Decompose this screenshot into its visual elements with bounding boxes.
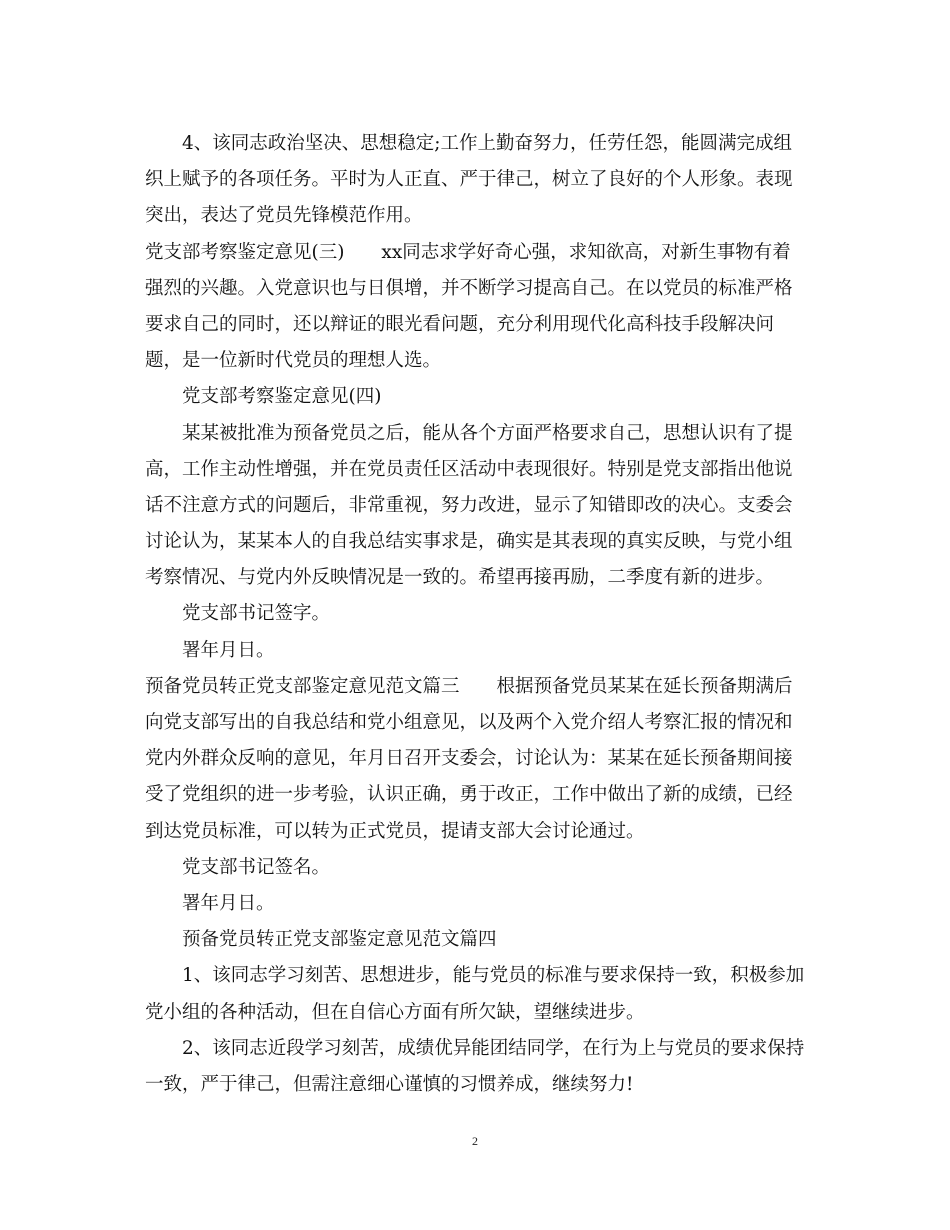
paragraph-line: 党内外群众反响的意见，年月日召开支委会，讨论认为：某某在延长预备期间接	[145, 748, 793, 770]
paragraph-line: 织上赋予的各项任务。平时为人正直、严于律己，树立了良好的个人形象。表现	[145, 169, 793, 191]
paragraph-line: 受了党组织的进一步考验，认识正确，勇于改正，工作中做出了新的成绩，已经	[145, 784, 793, 806]
paragraph-line: 2、该同志近段学习刻苦，成绩优异能团结同学，在行为上与党员的要求保持	[182, 1037, 805, 1059]
paragraph-line: 题，是一位新时代党员的理想人选。	[145, 350, 442, 372]
paragraph-line: 到达党员标准，可以转为正式党员，提请支部大会讨论通过。	[145, 820, 645, 842]
signature-line: 党支部书记签字。	[182, 603, 331, 625]
signature-line: 党支部书记签名。	[182, 856, 331, 878]
paragraph-line: 向党支部写出的自我总结和党小组意见，以及两个入党介绍人考察汇报的情况和	[145, 712, 793, 733]
paragraph-line: 讨论认为，某某本人的自我总结实事求是，确实是其表现的真实反映，与党小组	[145, 531, 793, 553]
section-heading-line: 预备党员转正党支部鉴定意见范文篇三 根据预备党员某某在延长预备期满后	[145, 675, 793, 697]
date-line: 署年月日。	[182, 892, 275, 914]
paragraph-line: 某某被批准为预备党员之后，能从各个方面严格要求自己，思想认识有了提	[182, 422, 793, 444]
paragraph-line: 要求自己的同时，还以辩证的眼光看问题，充分利用现代化高科技手段解决问	[145, 313, 775, 335]
paragraph-line: 1、该同志学习刻苦、思想进步，能与党员的标准与要求保持一致，积极参加	[182, 965, 805, 987]
date-line: 署年月日。	[182, 639, 275, 661]
paragraph-line: 突出，表达了党员先锋模范作用。	[145, 205, 423, 227]
paragraph-line: 强烈的兴趣。入党意识也与日俱增，并不断学习提高自己。在以党员的标准严格	[145, 277, 793, 299]
document-body	[145, 126, 813, 1103]
paragraph-line: 考察情况、与党内外反映情况是一致的。希望再接再励，二季度有新的进步。	[145, 567, 775, 589]
paragraph-line: 党小组的各种活动，但在自信心方面有所欠缺，望继续进步。	[145, 1001, 645, 1023]
paragraph-line: 4、该同志政治坚决、思想稳定;工作上勤奋努力，任劳任怨，能圆满完成组	[182, 133, 793, 154]
paragraph-line: 话不注意方式的问题后，非常重视，努力改进，显示了知错即改的决心。支委会	[145, 494, 793, 516]
section-heading: 党支部考察鉴定意见(四)	[182, 386, 382, 408]
section-heading-line: 党支部考察鉴定意见(三) xx同志求学好奇心强，求知欲高，对新生事物有着	[145, 241, 791, 263]
paragraph-line: 高，工作主动性增强，并在党员责任区活动中表现很好。特别是党支部指出他说	[145, 458, 793, 480]
page-number: 2	[472, 1134, 478, 1148]
section-heading: 预备党员转正党支部鉴定意见范文篇四	[182, 929, 497, 951]
paragraph-line: 一致，严于律己，但需注意细心谨慎的习惯养成，继续努力!	[145, 1073, 634, 1095]
